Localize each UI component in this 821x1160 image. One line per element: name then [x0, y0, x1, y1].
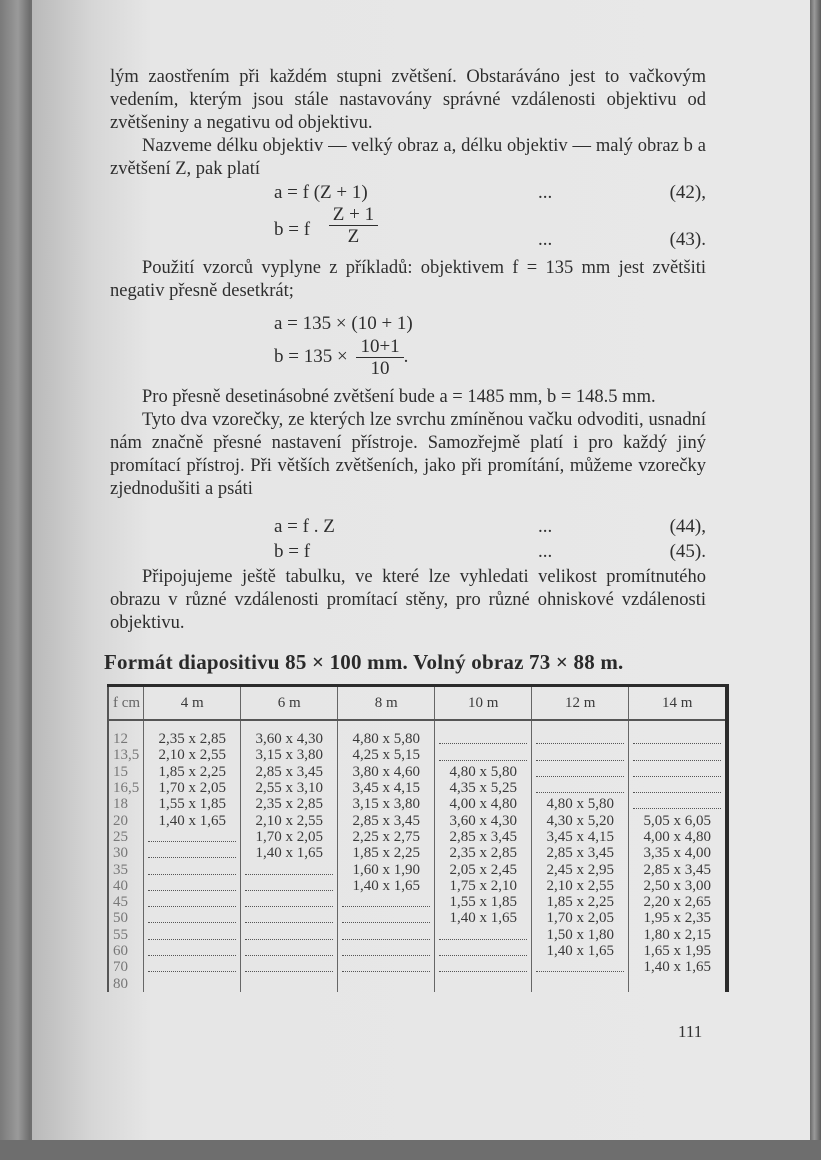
page-edge-bottom	[0, 1140, 821, 1160]
image-size-cell: 3,15 x 3,80	[338, 796, 435, 812]
equation-42	[110, 181, 706, 204]
empty-cell-leader	[245, 898, 333, 907]
image-size-cell: 1,70 x 2,05	[241, 829, 338, 845]
empty-cell-leader	[342, 931, 430, 940]
image-size-cell	[338, 927, 435, 943]
empty-cell-leader	[245, 947, 333, 956]
table-row	[108, 845, 727, 861]
image-size-cell	[435, 927, 532, 943]
image-size-cell: 1,60 x 1,90	[338, 861, 435, 877]
empty-cell-leader	[245, 866, 333, 875]
image-size-cell: 3,45 x 4,15	[532, 829, 629, 845]
empty-cell-leader	[439, 735, 527, 744]
empty-cell-leader	[148, 898, 236, 907]
image-size-cell: 2,45 x 2,95	[532, 861, 629, 877]
empty-cell-leader	[439, 963, 527, 972]
focal-length-cell: 60	[113, 943, 128, 959]
equation-lhs: b = f	[274, 218, 311, 240]
empty-cell-leader	[148, 963, 236, 972]
body-text	[110, 66, 706, 181]
header-12m: 12 m	[532, 686, 629, 721]
image-size-cell: 2,50 x 3,00	[629, 878, 728, 894]
image-size-cell: 2,35 x 2,85	[435, 845, 532, 861]
empty-cell-leader	[439, 752, 527, 761]
paragraph-1: lým zaostřením při každém stupni zvětšení. Obstaráváno jest to vačkovým vedením, kterým jsou stále nastavovány správné vzdálenosti objektivu od zvětšeniny a negativu od objektivu.	[110, 67, 706, 133]
image-size-cell	[338, 975, 435, 991]
equation-dots: ...	[538, 516, 553, 537]
focal-length-cell: 55	[113, 926, 128, 943]
equation-dots: ...	[538, 182, 553, 203]
image-size-cell	[241, 861, 338, 877]
header-4m: 4 m	[144, 686, 241, 721]
projection-size-table	[107, 684, 729, 992]
book-spine	[0, 0, 30, 1160]
body-text-2	[110, 257, 706, 303]
equation-number: (44),	[669, 516, 706, 537]
header-10m: 10 m	[435, 686, 532, 721]
image-size-cell	[629, 780, 728, 796]
empty-cell-leader	[633, 752, 721, 761]
table-row	[108, 720, 727, 747]
focal-length-cell: 15	[113, 763, 128, 780]
image-size-cell: 2,85 x 3,45	[338, 812, 435, 828]
empty-cell-leader	[536, 963, 624, 972]
header-8m: 8 m	[338, 686, 435, 721]
image-size-cell: 4,80 x 5,80	[532, 796, 629, 812]
focal-length-cell: 35	[113, 861, 128, 878]
empty-cell-leader	[245, 914, 333, 923]
header-focal-length: f cm	[108, 686, 144, 721]
equation-number: (43).	[669, 229, 706, 250]
image-size-cell	[629, 764, 728, 780]
empty-cell-leader	[148, 947, 236, 956]
focal-length-cell: 40	[113, 877, 128, 894]
focal-length-cell: 25	[113, 828, 128, 845]
image-size-cell: 2,55 x 3,10	[241, 780, 338, 796]
empty-cell-leader	[439, 947, 527, 956]
image-size-cell	[629, 796, 728, 812]
focal-length-cell: 50	[113, 910, 128, 927]
image-size-cell: 1,40 x 1,65	[144, 812, 241, 828]
table-row	[108, 764, 727, 780]
table-row	[108, 910, 727, 926]
image-size-cell: 1,50 x 1,80	[532, 927, 629, 943]
empty-cell-leader	[536, 768, 624, 777]
image-size-cell	[241, 943, 338, 959]
image-size-cell: 1,85 x 2,25	[144, 764, 241, 780]
image-size-cell: 1,80 x 2,15	[629, 927, 728, 943]
image-size-cell	[144, 910, 241, 926]
image-size-cell: 3,60 x 4,30	[435, 812, 532, 828]
table-row	[108, 943, 727, 959]
focal-length-cell: 16,5	[113, 780, 140, 797]
table-row	[108, 829, 727, 845]
image-size-cell: 2,85 x 3,45	[241, 764, 338, 780]
equation-lhs: a = f . Z	[274, 516, 335, 537]
paragraph-2: Nazveme délku objektiv — velký obraz a, délku objektiv — malý obraz b a zvětšení Z, pak platí	[110, 136, 706, 179]
image-size-cell	[629, 720, 728, 747]
image-size-cell: 2,85 x 3,45	[532, 845, 629, 861]
image-size-cell	[241, 959, 338, 975]
image-size-cell	[241, 927, 338, 943]
image-size-cell: 3,80 x 4,60	[338, 764, 435, 780]
image-size-cell: 1,40 x 1,65	[532, 943, 629, 959]
focal-length-cell: 20	[113, 812, 128, 829]
image-size-cell: 2,10 x 2,55	[144, 747, 241, 763]
image-size-cell: 1,70 x 2,05	[144, 780, 241, 796]
empty-cell-leader	[245, 882, 333, 891]
empty-cell-leader	[148, 866, 236, 875]
equation-lhs: a = f (Z + 1)	[274, 182, 368, 203]
image-size-cell: 4,80 x 5,80	[338, 720, 435, 747]
table-row	[108, 927, 727, 943]
image-size-cell: 2,10 x 2,55	[532, 878, 629, 894]
image-size-cell	[532, 959, 629, 975]
equation-44	[110, 515, 706, 538]
table-row	[108, 796, 727, 812]
image-size-cell: 1,40 x 1,65	[629, 959, 728, 975]
empty-cell-leader	[342, 914, 430, 923]
table-title: Formát diapositivu 85 × 100 mm. Volný obraz 73 × 88 m.	[104, 650, 624, 674]
table-row	[108, 959, 727, 975]
header-14m: 14 m	[629, 686, 728, 721]
paragraph-5: Tyto dva vzorečky, ze kterých lze svrchu zmíněnou vačku odvoditi, usnadní nám značně přesné nastavení přístroje. Samozřejmě platí i pro každý jiný promítací přístroj. Při větších zvětšeních, jako při promítání, můžeme vzorečky zjednodušiti a psáti	[110, 410, 706, 499]
image-size-cell: 2,85 x 3,45	[629, 861, 728, 877]
image-size-cell	[338, 959, 435, 975]
image-size-cell: 1,55 x 1,85	[435, 894, 532, 910]
focal-length-cell: 12	[113, 731, 128, 748]
image-size-cell: 1,40 x 1,65	[241, 845, 338, 861]
image-size-cell	[144, 927, 241, 943]
image-size-cell: 5,05 x 6,05	[629, 812, 728, 828]
empty-cell-leader	[342, 947, 430, 956]
image-size-cell	[241, 894, 338, 910]
image-size-cell	[435, 720, 532, 747]
empty-cell-leader	[536, 752, 624, 761]
image-size-cell	[144, 845, 241, 861]
image-size-cell	[532, 747, 629, 763]
image-size-cell	[435, 943, 532, 959]
image-size-cell	[338, 943, 435, 959]
image-size-cell: 4,30 x 5,20	[532, 812, 629, 828]
image-size-cell	[629, 747, 728, 763]
example-b: b = 135 × $\frac{10+1}{10}$ .	[274, 336, 409, 379]
equation-dots: ...	[538, 229, 553, 250]
table-row	[108, 812, 727, 828]
image-size-cell: 4,00 x 4,80	[629, 829, 728, 845]
empty-cell-leader	[148, 849, 236, 858]
empty-cell-leader	[148, 914, 236, 923]
focal-length-cell: 30	[113, 845, 128, 862]
body-text-3	[110, 386, 706, 501]
image-size-cell	[241, 910, 338, 926]
image-size-cell	[241, 975, 338, 991]
example-a	[110, 312, 706, 335]
equation-lhs: a = 135 × (10 + 1)	[274, 313, 413, 334]
empty-cell-leader	[633, 768, 721, 777]
image-size-cell	[629, 975, 728, 991]
image-size-cell: 1,40 x 1,65	[435, 910, 532, 926]
empty-cell-leader	[245, 931, 333, 940]
image-size-cell	[144, 861, 241, 877]
fraction: $\frac{10+1}{10}$	[356, 336, 403, 379]
empty-cell-leader	[633, 784, 721, 793]
image-size-cell: 2,35 x 2,85	[241, 796, 338, 812]
image-size-cell	[532, 720, 629, 747]
empty-cell-leader	[245, 963, 333, 972]
empty-cell-leader	[536, 784, 624, 793]
equation-lhs: b = 135 ×	[274, 345, 348, 367]
empty-cell-leader	[148, 931, 236, 940]
image-size-cell: 3,15 x 3,80	[241, 747, 338, 763]
table-header-row	[108, 686, 727, 721]
focal-length-cell: 45	[113, 894, 128, 911]
page-number: 111	[678, 1022, 703, 1041]
body-text-4	[110, 566, 706, 635]
image-size-cell	[532, 780, 629, 796]
image-size-cell	[435, 975, 532, 991]
image-size-cell: 2,25 x 2,75	[338, 829, 435, 845]
image-size-cell: 2,35 x 2,85	[144, 720, 241, 747]
image-size-cell: 2,05 x 2,45	[435, 861, 532, 877]
image-size-cell: 1,40 x 1,65	[338, 878, 435, 894]
image-size-cell: 3,35 x 4,00	[629, 845, 728, 861]
header-6m: 6 m	[241, 686, 338, 721]
image-size-cell: 1,75 x 2,10	[435, 878, 532, 894]
empty-cell-leader	[342, 963, 430, 972]
table-row	[108, 780, 727, 796]
table-row	[108, 878, 727, 894]
empty-cell-leader	[342, 898, 430, 907]
image-size-cell	[144, 959, 241, 975]
image-size-cell: 3,45 x 4,15	[338, 780, 435, 796]
table-row	[108, 861, 727, 877]
image-size-cell: 1,70 x 2,05	[532, 910, 629, 926]
page-edge-right	[810, 0, 821, 1160]
paragraph-6: Připojujeme ještě tabulku, ve které lze vyhledati velikost promítnutého obrazu v různé vzdálenosti promítací stěny, pro různé ohniskové vzdálenosti objektivu.	[110, 567, 706, 633]
image-size-cell: 2,20 x 2,65	[629, 894, 728, 910]
image-size-cell	[435, 747, 532, 763]
paragraph-4: Pro přesně desetinásobné zvětšení bude a = 1485 mm, b = 148.5 mm.	[142, 387, 656, 407]
table-row	[108, 747, 727, 763]
image-size-cell: 2,85 x 3,45	[435, 829, 532, 845]
fraction: $\frac{Z + 1}{Z}$	[329, 204, 378, 247]
image-size-cell: 2,10 x 2,55	[241, 812, 338, 828]
image-size-cell	[144, 943, 241, 959]
equation-43	[110, 204, 706, 258]
equation-45	[110, 540, 706, 563]
empty-cell-leader	[633, 735, 721, 744]
empty-cell-leader	[536, 735, 624, 744]
image-size-cell	[241, 878, 338, 894]
image-size-cell: 1,95 x 2,35	[629, 910, 728, 926]
paragraph-3: Použití vzorců vyplyne z příkladů: objektivem f = 135 mm jest zvětšiti negativ přesně desetkrát;	[110, 258, 706, 301]
image-size-cell	[144, 975, 241, 991]
table-body	[108, 720, 727, 992]
focal-length-cell: 80	[113, 975, 128, 992]
image-size-cell: 1,85 x 2,25	[338, 845, 435, 861]
image-size-cell	[435, 959, 532, 975]
equation-number: (45).	[669, 541, 706, 562]
empty-cell-leader	[439, 931, 527, 940]
empty-cell-leader	[633, 800, 721, 809]
image-size-cell	[144, 878, 241, 894]
image-size-cell	[144, 894, 241, 910]
image-size-cell	[338, 910, 435, 926]
image-size-cell	[532, 764, 629, 780]
focal-length-cell: 13,5	[113, 747, 140, 764]
equation-number: (42),	[669, 182, 706, 203]
equation-dots: ...	[538, 541, 553, 562]
image-size-cell: 4,35 x 5,25	[435, 780, 532, 796]
empty-cell-leader	[148, 882, 236, 891]
image-size-cell: 3,60 x 4,30	[241, 720, 338, 747]
image-size-cell: 1,55 x 1,85	[144, 796, 241, 812]
table-row	[108, 975, 727, 991]
image-size-cell: 4,80 x 5,80	[435, 764, 532, 780]
empty-cell-leader	[148, 833, 236, 842]
image-size-cell	[532, 975, 629, 991]
image-size-cell: 4,00 x 4,80	[435, 796, 532, 812]
equation-lhs: b = f	[274, 541, 311, 562]
image-size-cell	[338, 894, 435, 910]
image-size-cell: 1,85 x 2,25	[532, 894, 629, 910]
focal-length-cell: 18	[113, 796, 128, 813]
image-size-cell	[144, 829, 241, 845]
image-size-cell: 4,25 x 5,15	[338, 747, 435, 763]
table-row	[108, 894, 727, 910]
image-size-cell: 1,65 x 1,95	[629, 943, 728, 959]
focal-length-cell: 70	[113, 959, 128, 976]
